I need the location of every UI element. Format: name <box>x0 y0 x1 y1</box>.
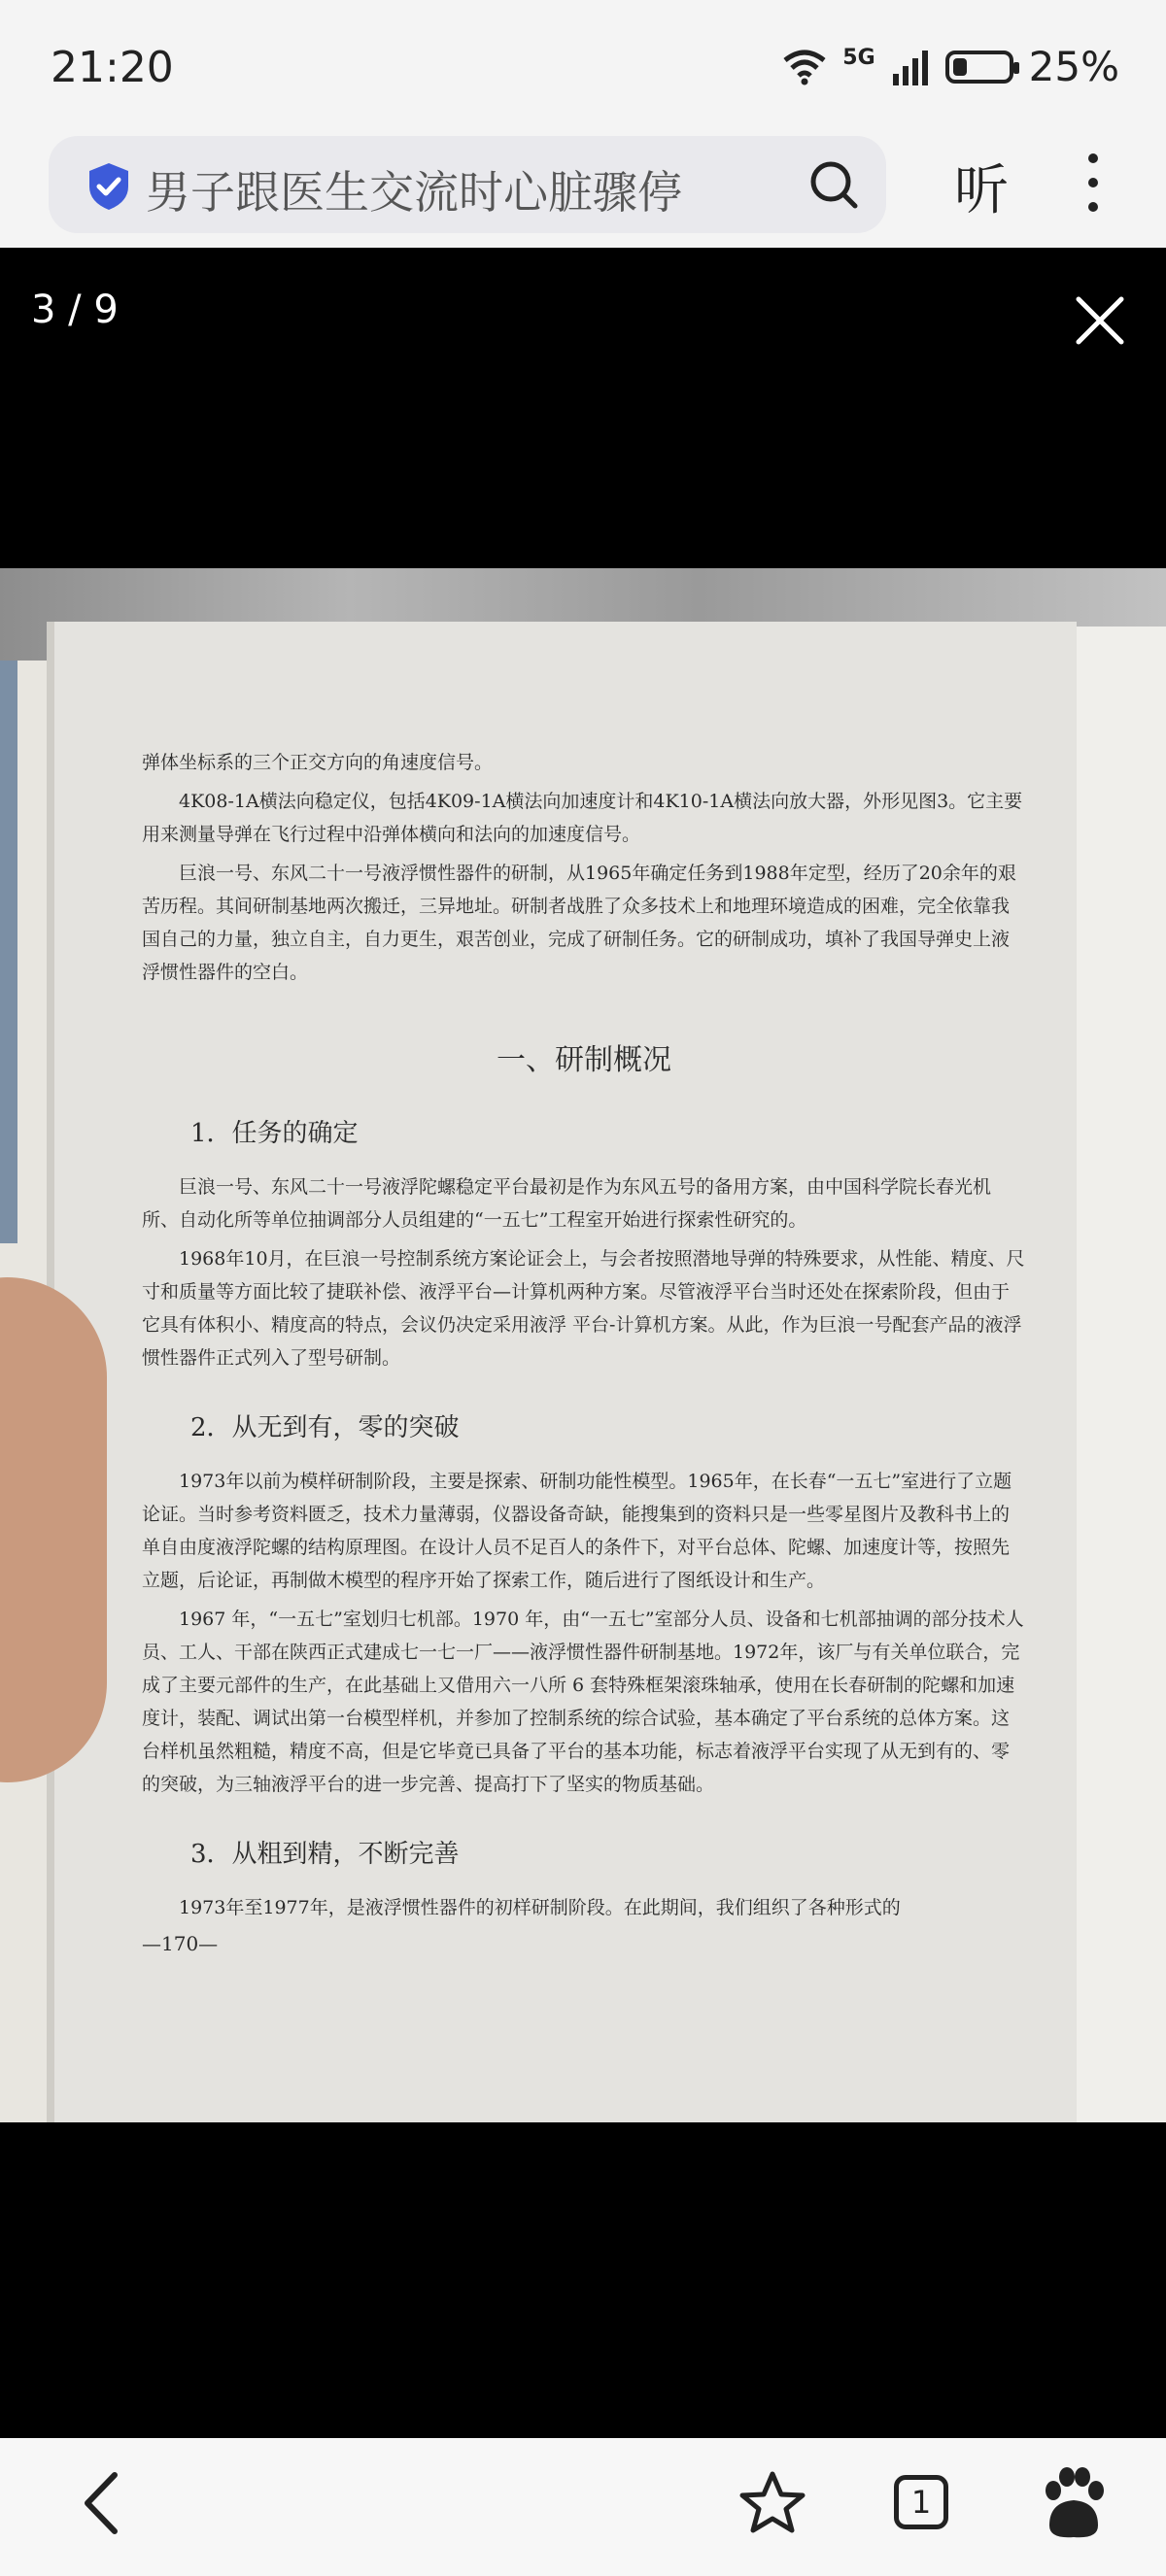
battery-fill <box>953 58 967 76</box>
signal-icon <box>891 49 930 85</box>
paragraph: 弹体坐标系的三个正交方向的角速度信号。 <box>142 752 494 773</box>
search-icon[interactable] <box>806 157 861 212</box>
more-menu-icon[interactable] <box>1086 153 1100 212</box>
page-number: —170— <box>142 1932 219 1955</box>
network-label: 5G <box>842 46 875 70</box>
battery-percent: 25% <box>1028 43 1119 90</box>
search-query[interactable]: 男子跟医生交流时心脏骤停 <box>146 166 682 219</box>
status-bar <box>0 0 1166 136</box>
book-right-page <box>1074 627 1166 2122</box>
subsection-title: 2．从无到有，零的突破 <box>190 1413 460 1442</box>
hand <box>0 1277 107 1782</box>
section-title: 一、研制概况 <box>497 1043 671 1077</box>
paragraph: 1968年10月，在巨浪一号控制系统方案论证会上，与会者按照潜地导弹的特殊要求，从性能、精度、尺寸和质量等方面比较了捷联补偿、液浮平台—计算机两种方案。尽管液浮平台当时还处在探索阶段，但由于它具有体积小、精度高的特点，会议仍决定采用液浮 平台-计算机方案。从此，作为巨浪一号配套产品的液浮惯性器件正式列入了型号研制。 <box>142 1248 1025 1369</box>
bottom-nav <box>0 2438 1166 2576</box>
wifi-icon <box>782 49 827 85</box>
listen-button[interactable]: 听 <box>954 159 1009 222</box>
close-icon[interactable] <box>1073 293 1127 348</box>
tabs-button[interactable]: 1 <box>894 2475 948 2529</box>
paragraph: 巨浪一号、东风二十一号液浮惯性器件的研制，从1965年确定任务到1988年定型，经历了20余年的艰苦历程。其间研制基地两次搬迁，三异地址。研制者战胜了众多技术上和地理环境造成的困难，完全依靠我国自己的力量，独立自主，自力更生，艰苦创业，完成了研制任务。它的研制成功，填补了我国导弹史上液浮惯性器件的空白。 <box>142 863 1016 983</box>
search-bar[interactable] <box>49 136 886 233</box>
page-text <box>142 746 1026 1955</box>
viewed-photo[interactable] <box>0 568 1166 2122</box>
battery-icon <box>945 51 1013 84</box>
paragraph: 1967 年，“一五七”室划归七机部。1970 年，由“一五七”室部分人员、设备和七机部抽调的部分技术人员、工人、干部在陕西正式建成七一七一厂——液浮惯性器件研制基地。1972年，该厂与有关单位联合，完成了主要元部件的生产，在此基础上又借用六一八所 6 套特殊框架滚珠轴承，使用在长春研制的陀螺和加速度计，装配、调试出第一台模型样机，并参加了控制系统的综合试验，基本确定了平台系统的总体方案。这台样机虽然粗糙，精度不高，但是它毕竟已具备了平台的基本功能，标志着液浮平台实现了从无到有的、零的突破，为三轴液浮平台的进一步完善、提高打下了坚实的物质基础。 <box>142 1609 1024 1795</box>
subsection-title: 3．从粗到精，不断完善 <box>190 1840 460 1869</box>
back-icon[interactable] <box>78 2469 126 2537</box>
paragraph: 巨浪一号、东风二十一号液浮陀螺稳定平台最初是作为东风五号的备用方案，由中国科学院长春光机所、自动化所等单位抽调部分人员组建的“一五七”工程室开始进行探索性研究的。 <box>142 1176 992 1231</box>
baidu-paw-icon[interactable] <box>1040 2467 1108 2541</box>
paragraph: 1973年以前为模样研制阶段，主要是探索、研制功能性模型。1965年，在长春“一五七”室进行了立题论证。当时参考资料匮乏，技术力量薄弱，仪器设备奇缺，能搜集到的资料只是一些零星图片及教科书上的单自由度液浮陀螺的结构原理图。在设计人员不足百人的条件下，对平台总体、陀螺、加速度计等，按照先立题，后论证，再制做木模型的程序开始了探索工作，随后进行了图纸设计和生产。 <box>142 1471 1012 1591</box>
paragraph: 1973年至1977年，是液浮惯性器件的初样研制阶段。在此期间，我们组织了各种形式的 <box>179 1897 901 1918</box>
status-indicators <box>782 43 1119 90</box>
shield-check-icon <box>86 161 132 212</box>
status-time: 21:20 <box>51 43 174 92</box>
book-spine-edge <box>0 661 17 1243</box>
book-page <box>47 622 1077 2122</box>
star-icon[interactable] <box>738 2469 806 2537</box>
paragraph: 4K08-1A横法向稳定仪，包括4K09-1A横法向加速度计和4K10-1A横法向放大器，外形见图3。它主要用来测量导弹在飞行过程中沿弹体横向和法向的加速度信号。 <box>142 791 1023 845</box>
image-counter: 3 / 9 <box>31 288 119 332</box>
subsection-title: 1．任务的确定 <box>190 1119 359 1148</box>
